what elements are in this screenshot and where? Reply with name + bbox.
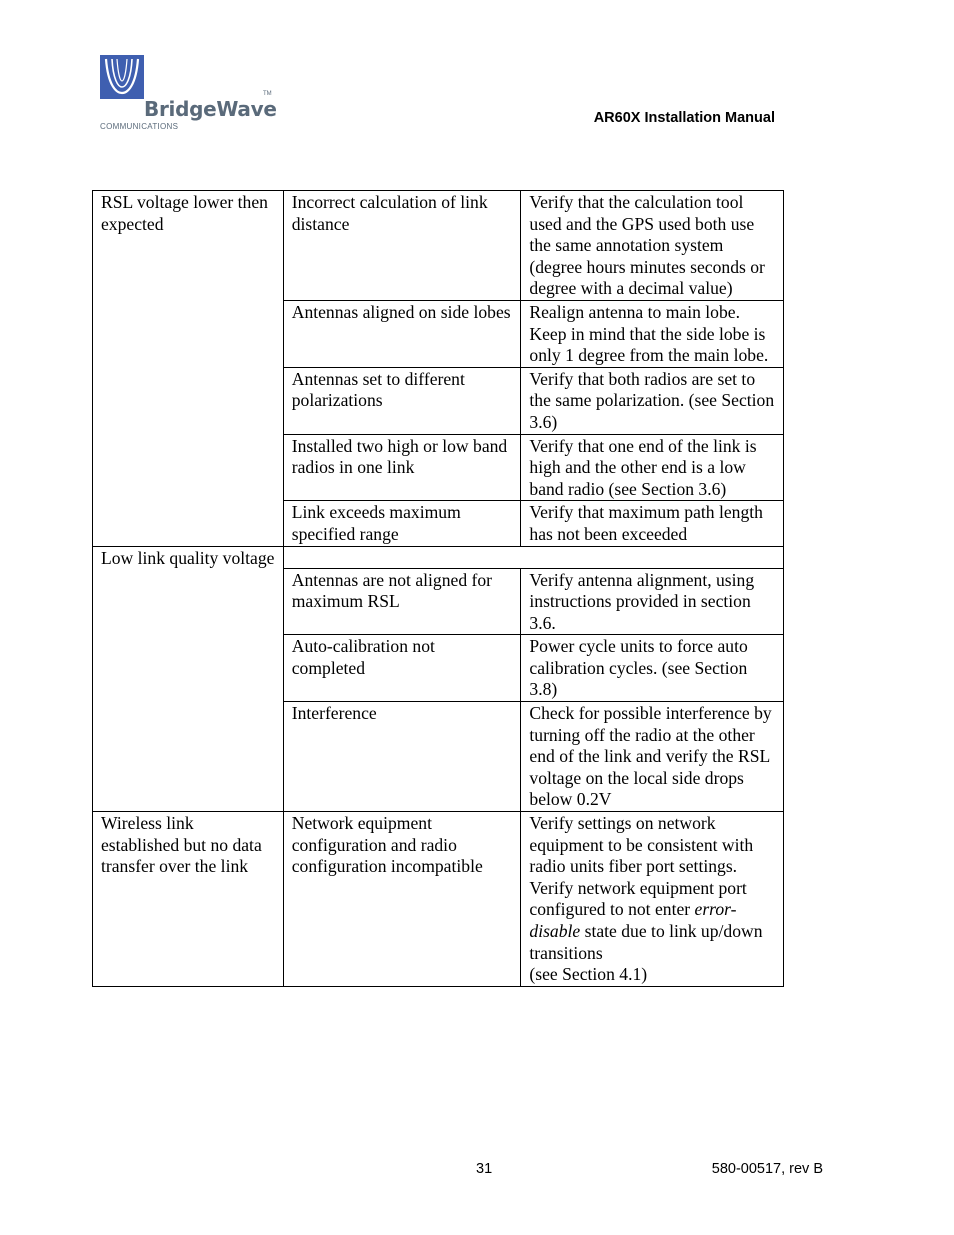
cause-cell: Antennas aligned on side lobes xyxy=(283,300,521,367)
company-logo xyxy=(100,55,275,135)
table-row xyxy=(93,812,784,987)
action-text: Verify network equipment port configured to not enter xyxy=(529,877,747,920)
action-cell: Verify that maximum path length has not been exceeded xyxy=(521,501,784,546)
action-cell xyxy=(521,812,784,987)
cause-cell: Installed two high or low band radios in one link xyxy=(283,434,521,501)
spacer-cell xyxy=(283,546,783,568)
logo-wordmark: BridgeWave xyxy=(144,97,277,121)
cause-cell: Incorrect calculation of link distance xyxy=(283,191,521,301)
cause-cell: Interference xyxy=(283,702,521,812)
action-cell: Verify that one end of the link is high and the other end is a low band radio (see Section 3.6) xyxy=(521,434,784,501)
action-cell: Check for possible interference by turning off the radio at the other end of the link and verify the RSL voltage on the local side drops below 0.2V xyxy=(521,702,784,812)
symptom-cell: Low link quality voltage xyxy=(93,546,284,812)
cause-cell: Link exceeds maximum specified range xyxy=(283,501,521,546)
troubleshooting-table xyxy=(92,190,784,987)
symptom-cell: Wireless link established but no data transfer over the link xyxy=(93,812,284,987)
action-cell: Verify that the calculation tool used and the GPS used both use the same annotation system (degree hours minutes seconds or degree with a decimal value) xyxy=(521,191,784,301)
page-header-title: AR60X Installation Manual xyxy=(593,110,775,126)
cause-cell: Auto-calibration not completed xyxy=(283,635,521,702)
cause-cell: Antennas set to different polarizations xyxy=(283,367,521,434)
action-text-emphasis: error-disable xyxy=(529,899,737,941)
table-row xyxy=(93,191,784,301)
cause-cell: Antennas are not aligned for maximum RSL xyxy=(283,568,521,635)
action-text: (see Section 4.1) xyxy=(529,964,648,985)
bridgewave-logo-icon xyxy=(100,55,144,99)
table-row xyxy=(93,546,784,568)
logo-subtitle: COMMUNICATIONS xyxy=(100,122,179,131)
symptom-cell: RSL voltage lower then expected xyxy=(93,191,284,547)
action-text: state due to link up/down transitions xyxy=(529,921,763,963)
logo-trademark: TM xyxy=(263,91,272,97)
action-cell: Realign antenna to main lobe. Keep in mind that the side lobe is only 1 degree from the main lobe. xyxy=(521,300,784,367)
document-revision: 580-00517, rev B xyxy=(711,1161,823,1177)
action-text: Verify settings on network equipment to be consistent with radio units fiber port settings. xyxy=(529,813,754,877)
action-cell: Verify that both radios are set to the same polarization. (see Section 3.6) xyxy=(521,367,784,434)
action-cell: Power cycle units to force auto calibration cycles. (see Section 3.8) xyxy=(521,635,784,702)
page-number: 31 xyxy=(476,1161,493,1177)
action-cell: Verify antenna alignment, using instructions provided in section 3.6. xyxy=(521,568,784,635)
cause-cell: Network equipment configuration and radio configuration incompatible xyxy=(283,812,521,987)
